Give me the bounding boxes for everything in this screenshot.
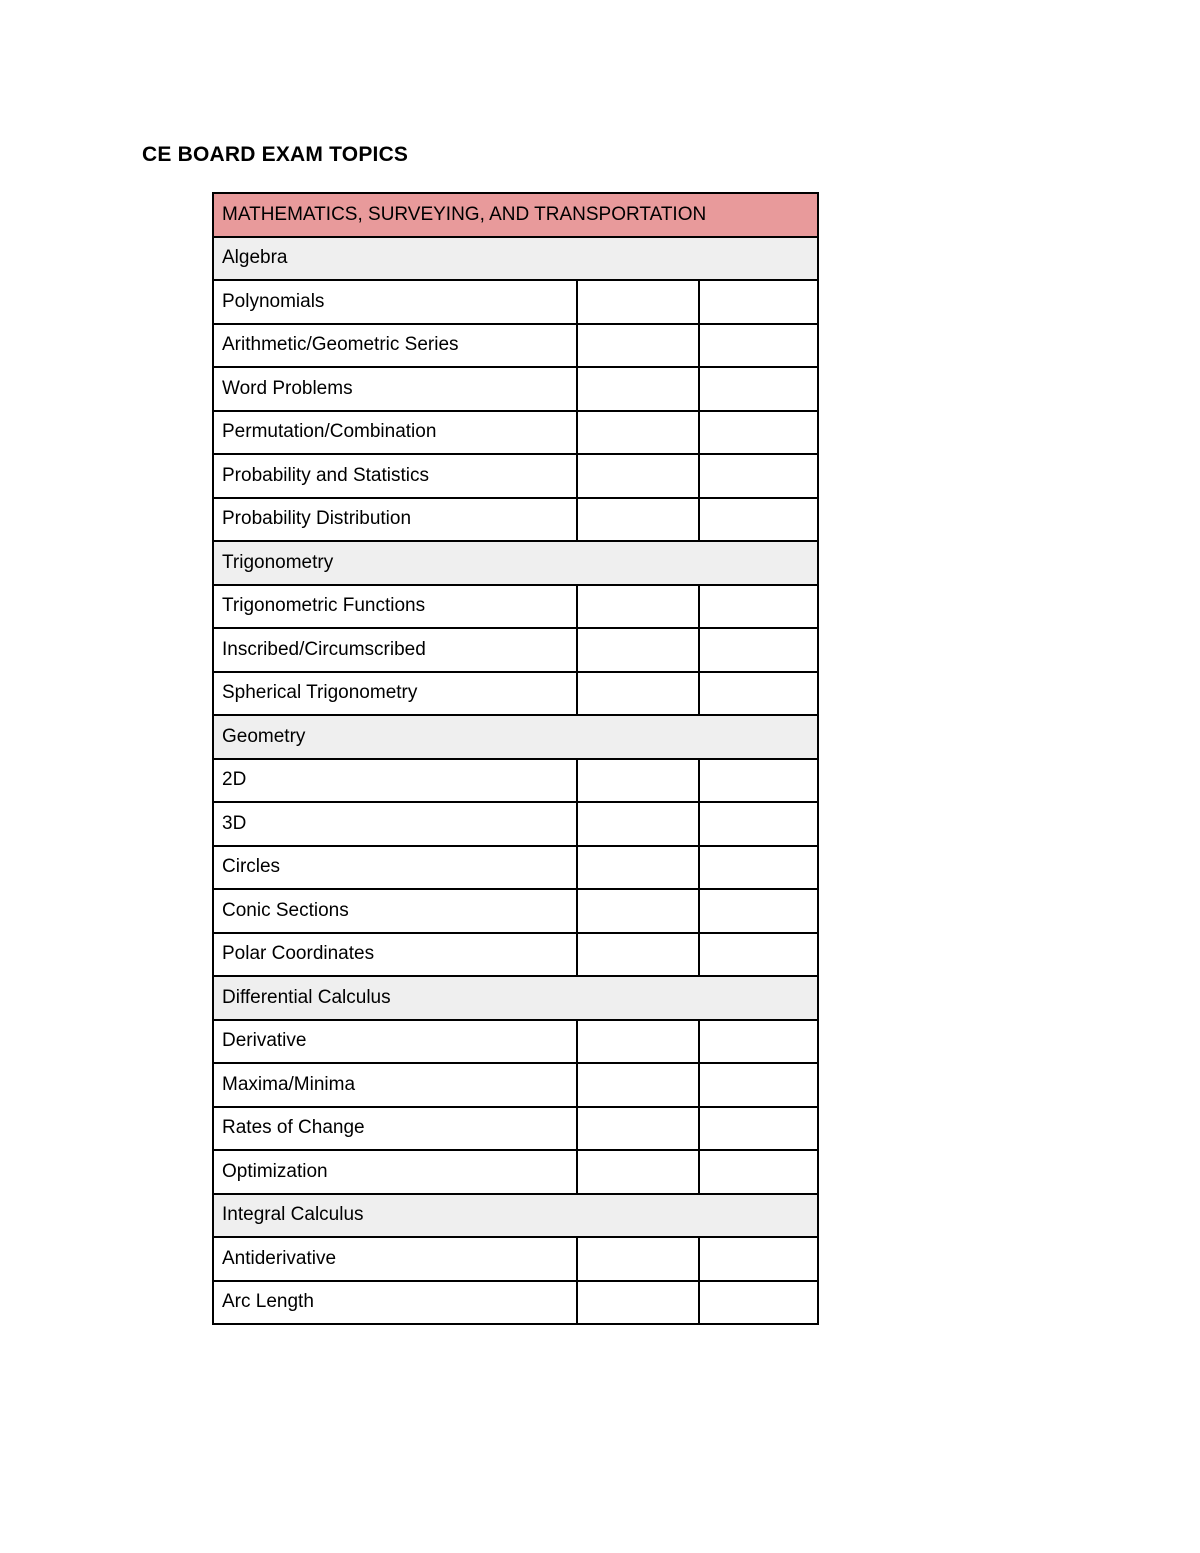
topic-label: Probability and Statistics xyxy=(213,454,577,498)
topic-blank-cell xyxy=(699,889,818,933)
section-row xyxy=(213,976,818,1020)
topic-blank-cell xyxy=(699,1281,818,1325)
section-heading: Geometry xyxy=(213,715,818,759)
topic-blank-cell xyxy=(577,498,699,542)
topic-blank-cell xyxy=(577,411,699,455)
topic-label: 3D xyxy=(213,802,577,846)
topic-label: Polynomials xyxy=(213,280,577,324)
topic-label: Word Problems xyxy=(213,367,577,411)
topic-blank-cell xyxy=(699,411,818,455)
topic-label: 2D xyxy=(213,759,577,803)
topic-label: Arc Length xyxy=(213,1281,577,1325)
topic-row xyxy=(213,1237,818,1281)
topic-blank-cell xyxy=(699,280,818,324)
topic-label: Antiderivative xyxy=(213,1237,577,1281)
topic-blank-cell xyxy=(577,1150,699,1194)
topic-blank-cell xyxy=(577,628,699,672)
topic-blank-cell xyxy=(699,1237,818,1281)
topic-row xyxy=(213,280,818,324)
section-heading: Differential Calculus xyxy=(213,976,818,1020)
topic-row xyxy=(213,1107,818,1151)
topic-blank-cell xyxy=(699,846,818,890)
document-title: CE BOARD EXAM TOPICS xyxy=(142,143,409,166)
topic-blank-cell xyxy=(699,324,818,368)
topic-blank-cell xyxy=(577,585,699,629)
topic-label: Optimization xyxy=(213,1150,577,1194)
topic-blank-cell xyxy=(577,454,699,498)
topic-row xyxy=(213,367,818,411)
topic-blank-cell xyxy=(577,367,699,411)
topic-blank-cell xyxy=(699,1107,818,1151)
topic-row xyxy=(213,411,818,455)
topic-blank-cell xyxy=(699,1150,818,1194)
topic-blank-cell xyxy=(699,802,818,846)
section-row xyxy=(213,237,818,281)
section-row xyxy=(213,715,818,759)
topic-row xyxy=(213,802,818,846)
topic-blank-cell xyxy=(699,498,818,542)
topic-row xyxy=(213,1281,818,1325)
section-row xyxy=(213,1194,818,1238)
topic-row xyxy=(213,628,818,672)
topic-blank-cell xyxy=(577,1020,699,1064)
topic-blank-cell xyxy=(577,1107,699,1151)
topic-blank-cell xyxy=(577,280,699,324)
topic-row xyxy=(213,1063,818,1107)
topic-label: Inscribed/Circumscribed xyxy=(213,628,577,672)
topic-row xyxy=(213,1150,818,1194)
topic-row xyxy=(213,672,818,716)
topic-row xyxy=(213,454,818,498)
table-header-row xyxy=(213,193,818,237)
section-heading: Integral Calculus xyxy=(213,1194,818,1238)
topic-blank-cell xyxy=(577,672,699,716)
topic-blank-cell xyxy=(577,802,699,846)
topic-label: Spherical Trigonometry xyxy=(213,672,577,716)
topic-label: Probability Distribution xyxy=(213,498,577,542)
topic-blank-cell xyxy=(699,933,818,977)
topic-blank-cell xyxy=(699,672,818,716)
exam-topics-table-body xyxy=(213,193,818,1324)
topic-blank-cell xyxy=(577,324,699,368)
exam-topics-table xyxy=(212,192,819,1325)
topic-row xyxy=(213,846,818,890)
topic-blank-cell xyxy=(577,1281,699,1325)
topic-row xyxy=(213,1020,818,1064)
section-heading: Algebra xyxy=(213,237,818,281)
topic-label: Rates of Change xyxy=(213,1107,577,1151)
topic-row xyxy=(213,498,818,542)
section-row xyxy=(213,541,818,585)
topic-blank-cell xyxy=(577,846,699,890)
topic-label: Conic Sections xyxy=(213,889,577,933)
topic-row xyxy=(213,324,818,368)
topic-label: Permutation/Combination xyxy=(213,411,577,455)
topic-blank-cell xyxy=(577,759,699,803)
topic-label: Polar Coordinates xyxy=(213,933,577,977)
topic-label: Circles xyxy=(213,846,577,890)
topic-blank-cell xyxy=(577,1237,699,1281)
topic-row xyxy=(213,585,818,629)
table-header-cell: MATHEMATICS, SURVEYING, AND TRANSPORTATION xyxy=(213,193,818,237)
topic-blank-cell xyxy=(699,759,818,803)
topic-blank-cell xyxy=(577,933,699,977)
topic-blank-cell xyxy=(699,454,818,498)
topic-blank-cell xyxy=(699,1063,818,1107)
topic-blank-cell xyxy=(699,585,818,629)
topic-label: Derivative xyxy=(213,1020,577,1064)
topic-blank-cell xyxy=(577,1063,699,1107)
topic-blank-cell xyxy=(699,628,818,672)
section-heading: Trigonometry xyxy=(213,541,818,585)
topic-label: Arithmetic/Geometric Series xyxy=(213,324,577,368)
topic-blank-cell xyxy=(577,889,699,933)
topic-row xyxy=(213,759,818,803)
topic-blank-cell xyxy=(699,367,818,411)
topic-blank-cell xyxy=(699,1020,818,1064)
topic-label: Trigonometric Functions xyxy=(213,585,577,629)
topic-label: Maxima/Minima xyxy=(213,1063,577,1107)
topic-row xyxy=(213,933,818,977)
topic-row xyxy=(213,889,818,933)
